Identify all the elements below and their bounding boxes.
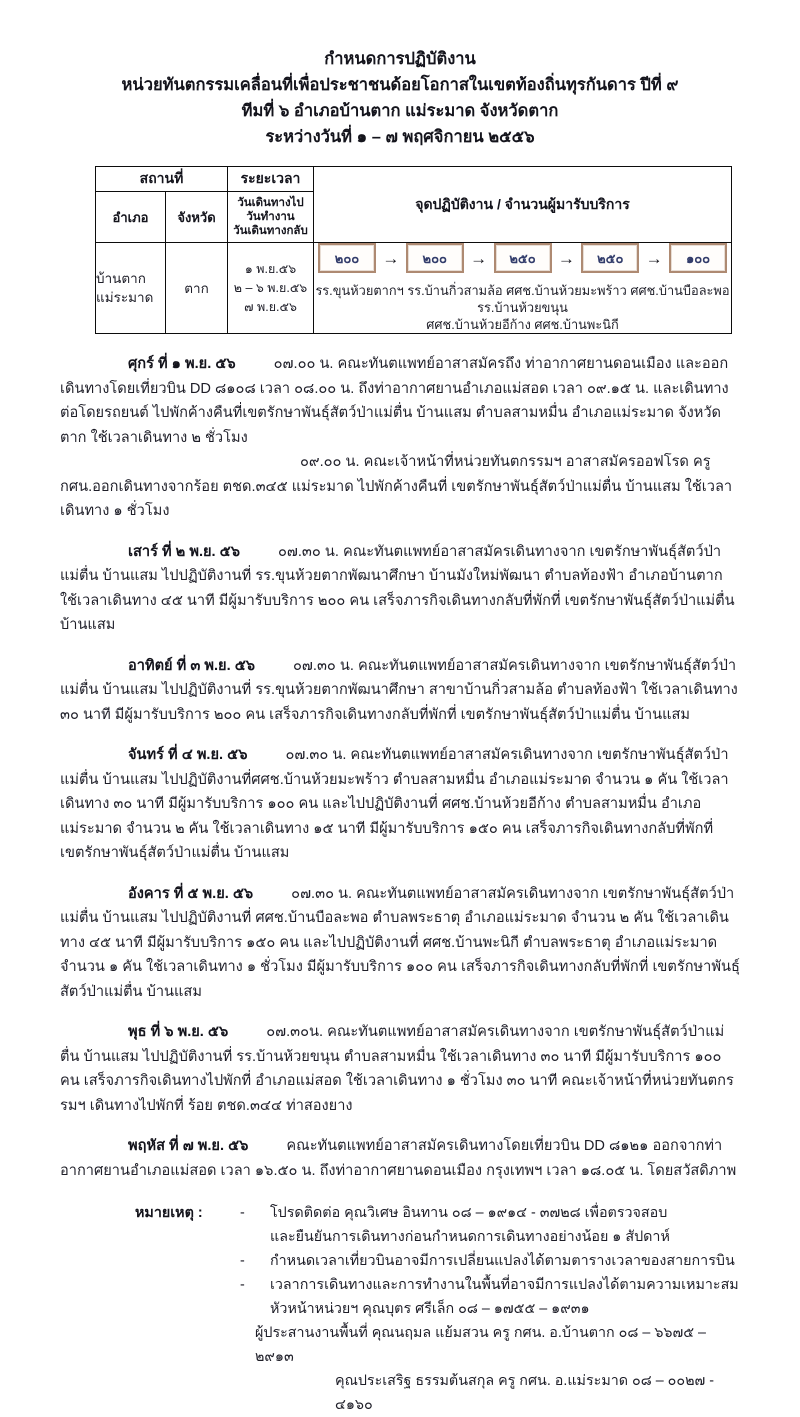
patient-count-box: ๒๕๐ [581, 243, 639, 273]
worksite-names-line-2: ศศช.บ้านห้วยอีก้าง ศศช.บ้านพะนิกี [426, 317, 619, 332]
header-location: สถานที่ [96, 167, 228, 192]
note-2-text: กำหนดเวลาเที่ยวบินอาจมีการเปลี่ยนแปลงได้ตามตารางเวลาของสายการบิน [270, 1253, 735, 1269]
patient-count-box: ๒๐๐ [406, 243, 464, 273]
schedule-day-thursday [60, 1134, 740, 1183]
note-3-text: เวลาการเดินทางและการทำงานในพื้นที่อาจมีการแปลงได้ตามความเหมาะสม [270, 1277, 739, 1293]
header-travel-go: วันเดินทางไป [237, 197, 304, 209]
note-item-1 [135, 1201, 740, 1249]
header-district: อำเภอ [96, 192, 166, 243]
arrow-right-icon [558, 250, 575, 267]
worksites-cell [314, 243, 732, 334]
arrow-right-icon [470, 250, 487, 267]
header-province: จังหวัด [166, 192, 228, 243]
schedule-summary-table [95, 166, 732, 334]
day-text: ๐๗.๓๐ น. คณะทันตแพทย์อาสาสมัครเดินทางจาก เขตรักษาพันธุ์สัตว์ป่าแม่ตื่น บ้านแสม ไปปฏิบัติงานที่ศศช.บ้านห้วยมะพร้าว ตำบลสามหมื่น อำเภอแม่ระมาด จำนวน ๑ คัน ใช้เวลาเดินทาง ๓๐ นาที มีผู้มารับบริการ ๑๐๐ คน และไปปฏิบัติงานที่ ศศช.บ้านห้วยอีก้าง ตำบลสามหมื่น อำเภอแม่ระมาด จำนวน ๒ คัน ใช้เวลาเดินทาง ๑๕ นาที มีผู้มารับบริการ ๑๕๐ คน เสร็จภารกิจเดินทางกลับที่พักที่ เขตรักษาพันธุ์สัตว์ป่าแม่ตื่น บ้านแสม [60, 747, 729, 861]
title-line-1: กำหนดการปฏิบัติงาน [324, 50, 476, 68]
schedule-day-tuesday [60, 882, 740, 1005]
daily-schedule-section [60, 352, 740, 1183]
bullet-dash: - [240, 1253, 245, 1269]
patient-count-box: ๒๕๐ [494, 243, 552, 273]
header-work-days: วันทำงาน [246, 211, 295, 223]
title-line-4: ระหว่างวันที่ ๑ – ๗ พฤศจิกายน ๒๕๕๖ [265, 128, 535, 146]
note-1-line-1: โปรดติดต่อ คุณวิเศษ อินทาน ๐๘ – ๑๙๑๔ - ๓๗๒๘ เพื่อตรวจสอบ [270, 1205, 668, 1221]
day-text: ๐๗.๓๐ น. คณะทันตแพทย์อาสาสมัครเดินทางจาก เขตรักษาพันธุ์สัตว์ป่าแม่ตื่น บ้านแสม ไปปฏิบัติงานที่ รร.ขุนห้วยตากพัฒนาศึกษา บ้านมังใหม่พัฒนา ตำบลท้องฟ้า อำเภอบ้านตาก ใช้เวลาเดินทาง ๔๕ นาที มีผู้มารับบริการ ๒๐๐ คน เสร็จภารกิจเดินทางกลับที่พักที่ เขตรักษาพันธุ์สัตว์ป่าแม่ตื่น บ้านแสม [60, 543, 735, 633]
note-1-line-2: และยืนยันการเดินทางก่อนกำหนดการเดินทางอย่างน้อย ๑ สัปดาห์ [270, 1229, 670, 1245]
arrow-right-icon [382, 250, 399, 267]
day-text: ๐๗.๐๐ น. คณะทันตแพทย์อาสาสมัครถึง ท่าอากาศยานดอนเมือง และออกเดินทางโดยเที่ยวบิน DD ๘๑๐๘ เวลา ๐๘.๐๐ น. ถึงท่าอากาศยานอำเภอแม่สอด เวลา ๐๙.๑๕ น. และเดินทางต่อโดยรถยนต์ ไปพักค้างคืนที่เขตรักษาพันธุ์สัตว์ป่าแม่ตื่น บ้านแสม ตำบลสามหมื่น อำเภอแม่ระมาด จังหวัดตาก ใช้เวลาเดินทาง ๒ ชั่วโมง [60, 356, 729, 446]
province-cell: ตาก [166, 243, 228, 334]
bullet-dash: - [240, 1205, 245, 1221]
header-duration: ระยะเวลา [228, 167, 314, 192]
notes-label: หมายเหตุ : [135, 1205, 203, 1221]
district-line-1: บ้านตาก [96, 271, 146, 286]
day-text: คณะทันตแพทย์อาสาสมัครเดินทางโดยเที่ยวบิน DD ๘๑๒๑ ออกจากท่าอากาศยานอำเภอแม่สอด เวลา ๑๖.๕๐ น. ถึงท่าอากาศยานดอนเมือง กรุงเทพฯ เวลา ๑๘.๐๕ น. โดยสวัสดิภาพ [60, 1138, 737, 1179]
table-row [96, 243, 732, 334]
day-heading: อาทิตย์ ที่ ๓ พ.ย. ๕๖ [128, 657, 256, 674]
day-text: ๐๗.๓๐ น. คณะทันตแพทย์อาสาสมัครเดินทางจาก เขตรักษาพันธุ์สัตว์ป่าแม่ตื่น บ้านแสม ไปปฏิบัติงานที่ รร.ขุนห้วยตากพัฒนาศึกษา สาขาบ้านกิ่วสามล้อ ตำบลท้องฟ้า ใช้เวลาเดินทาง ๓๐ นาที มีผู้มารับบริการ ๒๐๐ คน เสร็จภารกิจเดินทางกลับที่พักที่ เขตรักษาพันธุ์สัตว์ป่าแม่ตื่น บ้านแสม [60, 657, 738, 723]
day-text: ๐๗.๓๐น. คณะทันตแพทย์อาสาสมัครเดินทางจาก เขตรักษาพันธุ์สัตว์ป่าแม่ตื่น บ้านแสม ไปปฏิบัติงานที่ รร.บ้านห้วยขนุน ตำบลสามหมื่น ใช้เวลาเดินทาง ๓๐ นาที มีผู้มารับบริการ ๑๐๐ คน เสร็จภารกิจเดินทางไปพักที่ อำเภอแม่สอด ใช้เวลาเดินทาง ๑ ชั่วโมง ๓๐ นาที คณะเจ้าหน้าที่หน่วยทันตกรรมฯ เดินทางไปพักที่ ร้อย ตชด.๓๔๔ ท่าสองยาง [60, 1024, 734, 1114]
date-go: ๑ พ.ย.๕๖ [244, 261, 297, 276]
header-worksites: จุดปฏิบัติงาน / จำนวนผู้มารับบริการ [314, 167, 732, 243]
district-line-2: แม่ระมาด [96, 290, 154, 305]
day-heading: พุธ ที่ ๖ พ.ย. ๕๖ [128, 1024, 229, 1040]
title-line-2: หน่วยทันตกรรมเคลื่อนที่เพื่อประชาชนด้อยโอกาสในเขตท้องถิ่นทุรกันดาร ปีที่ ๙ [121, 76, 679, 94]
document-title-block [60, 46, 740, 150]
area-coordinator-contact-2: คุณประเสริฐ ธรรมต้นสกุล ครู กศน. อ.แม่ระมาด ๐๘ – ๐๐๒๗ - ๔๑๖๐ [335, 1373, 715, 1413]
note-item-3 [135, 1273, 740, 1297]
day-heading: ศุกร์ ที่ ๑ พ.ย. ๕๖ [128, 356, 236, 372]
date-return: ๗ พ.ย.๕๖ [244, 299, 297, 314]
day-heading: เสาร์ ที่ ๒ พ.ย. ๕๖ [128, 543, 240, 560]
schedule-day-monday [60, 743, 740, 866]
schedule-day-friday [60, 352, 740, 450]
day-heading: อังคาร ที่ ๕ พ.ย. ๕๖ [128, 885, 254, 902]
patient-count-box: ๒๐๐ [318, 243, 376, 273]
patient-flow-diagram [314, 243, 731, 273]
day-text: ๐๗.๓๐ น. คณะทันตแพทย์อาสาสมัครเดินทางจาก เขตรักษาพันธุ์สัตว์ป่าแม่ตื่น บ้านแสม ไปปฏิบัติงานที่ ศศช.บ้านบือละพอ ตำบลพระธาตุ อำเภอแม่ระมาด จำนวน ๒ คัน ใช้เวลาเดินทาง ๔๕ นาที มีผู้มารับบริการ ๑๕๐ คน และไปปฏิบัติงานที่ ศศช.บ้านพะนิกี ตำบลพระธาตุ อำเภอแม่ระมาด จำนวน ๑ คัน ใช้เวลาเดินทาง ๑ ชั่วโมง มีผู้มารับบริการ ๑๐๐ คน เสร็จภารกิจเดินทางกลับที่พักที่ เขตรักษาพันธุ์สัตว์ป่าแม่ตื่น บ้านแสม [60, 885, 740, 1000]
day-heading: จันทร์ ที่ ๔ พ.ย. ๕๖ [128, 747, 248, 763]
note-item-2 [135, 1249, 740, 1273]
arrow-right-icon [646, 250, 663, 267]
title-line-3: ทีมที่ ๖ อำเภอบ้านตาก แม่ระมาด จังหวัดตาก [241, 102, 559, 120]
patient-count-box: ๑๐๐ [669, 243, 727, 273]
date-work: ๒ – ๖ พ.ย.๕๖ [233, 280, 308, 295]
header-travel-return: วันเดินทางกลับ [233, 225, 308, 237]
schedule-day-friday-continued: ๐๙.๐๐ น. คณะเจ้าหน้าที่หน่วยทันตกรรมฯ อาสาสมัครออฟโรด ครู กศน.ออกเดินทางจากร้อย ตชด.๓๔๕ แม่ระมาด ไปพักค้างคืนที่ เขตรักษาพันธุ์สัตว์ป่าแม่ตื่น บ้านแสม ใช้เวลาเดินทาง ๑ ชั่วโมง [60, 454, 733, 519]
worksite-names-line-1: รร.ขุนห้วยตากฯ รร.บ้านกิ่วสามล้อ ศศช.บ้านห้วยมะพร้าว ศศช.บ้านบือละพอ รร.บ้านห้วยขนุน [315, 283, 730, 315]
unit-head-contact: หัวหน้าหน่วยฯ คุณบุตร ศรีเล็ก ๐๘ – ๑๗๕๕ – ๑๙๓๑ [270, 1301, 590, 1317]
area-coordinator-contact-1: ผู้ประสานงานพื้นที่ คุณนฤมล แย้มสวน ครู กศน. อ.บ้านตาก ๐๘ – ๖๖๗๕ – ๒๙๑๓ [255, 1325, 706, 1365]
dates-cell [228, 243, 314, 334]
schedule-day-sunday [60, 654, 740, 728]
schedule-day-saturday [60, 540, 740, 638]
day-heading: พฤหัส ที่ ๗ พ.ย. ๕๖ [128, 1138, 249, 1154]
bullet-dash: - [240, 1277, 245, 1293]
schedule-day-wednesday [60, 1020, 740, 1118]
notes-section [135, 1201, 740, 1417]
district-cell [96, 243, 166, 334]
